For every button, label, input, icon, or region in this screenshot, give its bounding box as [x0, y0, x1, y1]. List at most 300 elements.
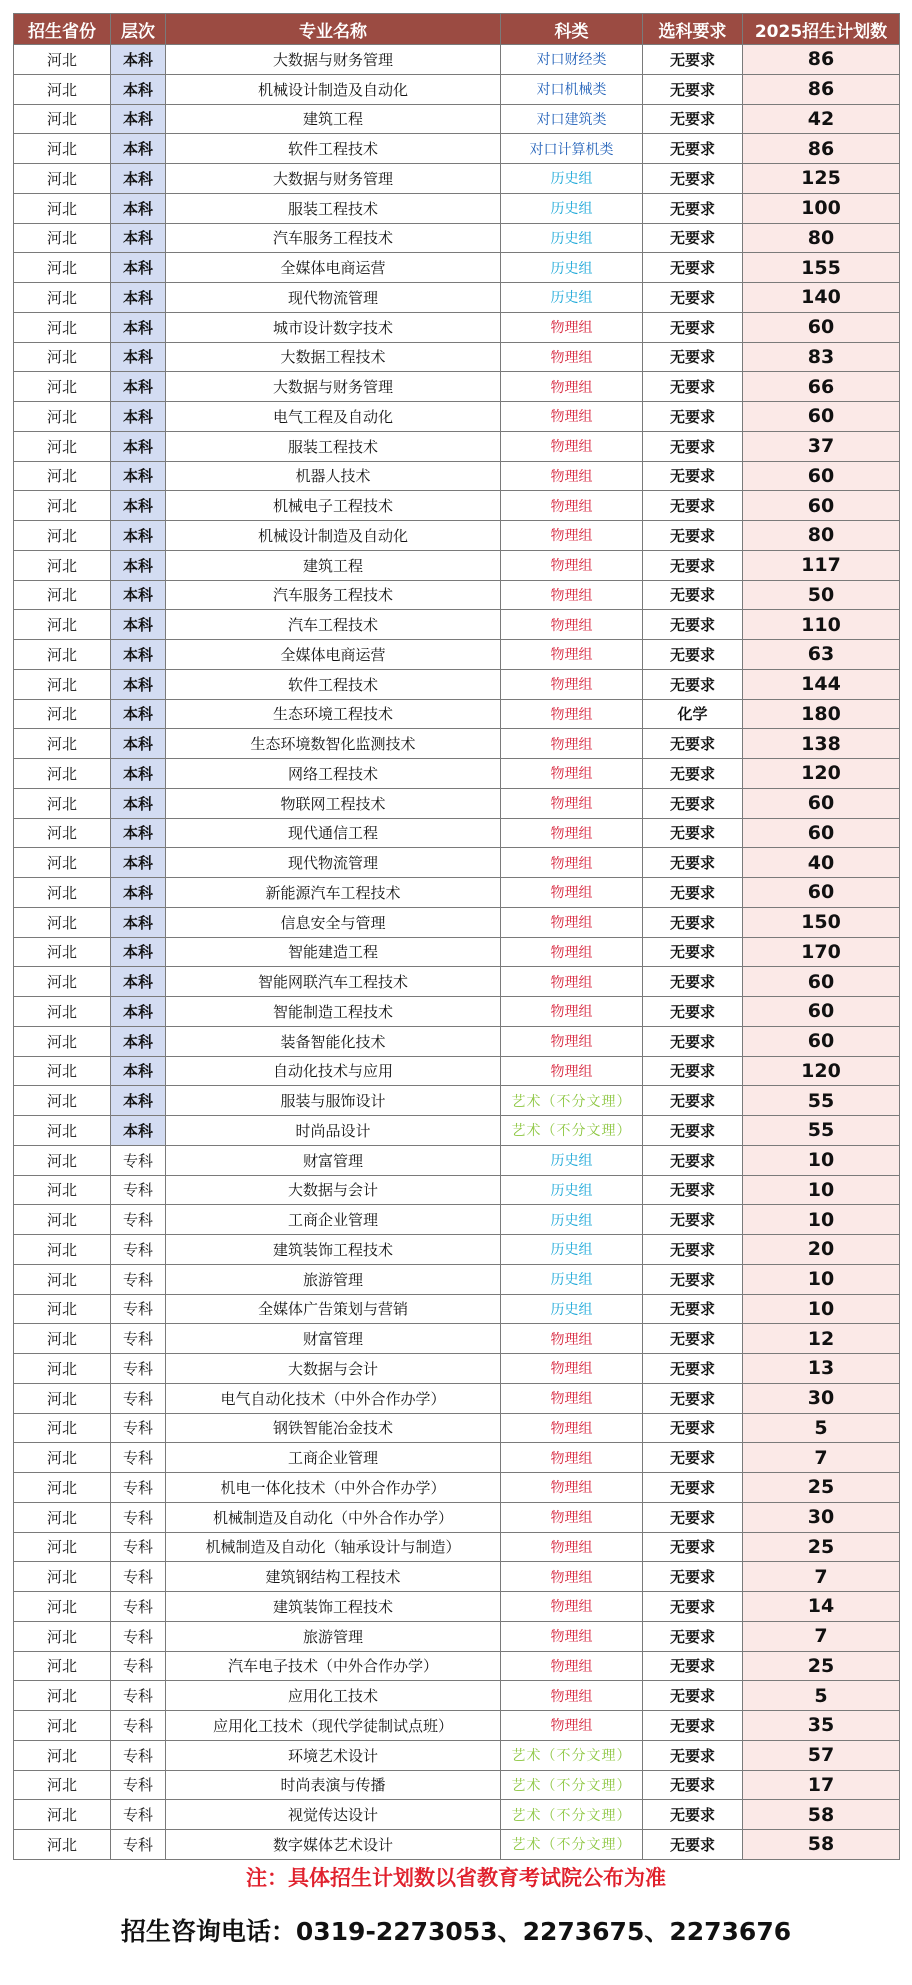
- requirement-cell: 无要求: [643, 1175, 743, 1205]
- major-cell: 旅游管理: [166, 1621, 501, 1651]
- level-cell: 本科: [111, 878, 166, 908]
- province-cell: 河北: [14, 1205, 111, 1235]
- category-cell: 物理组: [501, 788, 643, 818]
- category-cell: 历史组: [501, 164, 643, 194]
- category-cell: 物理组: [501, 610, 643, 640]
- major-cell: 机械设计制造及自动化: [166, 521, 501, 551]
- requirement-cell: 无要求: [643, 1294, 743, 1324]
- major-cell: 大数据与财务管理: [166, 372, 501, 402]
- major-cell: 生态环境工程技术: [166, 699, 501, 729]
- plan-count-cell: 50: [743, 580, 900, 610]
- major-cell: 全媒体电商运营: [166, 640, 501, 670]
- province-cell: 河北: [14, 640, 111, 670]
- requirement-cell: 无要求: [643, 848, 743, 878]
- category-cell: 物理组: [501, 461, 643, 491]
- requirement-cell: 无要求: [643, 74, 743, 104]
- level-cell: 专科: [111, 1651, 166, 1681]
- table-row: [14, 729, 900, 759]
- plan-count-cell: 10: [743, 1264, 900, 1294]
- table-row: [14, 134, 900, 164]
- table-row: [14, 997, 900, 1027]
- plan-count-cell: 10: [743, 1205, 900, 1235]
- major-cell: 服装与服饰设计: [166, 1086, 501, 1116]
- category-cell: 物理组: [501, 1651, 643, 1681]
- major-cell: 时尚表演与传播: [166, 1770, 501, 1800]
- level-cell: 本科: [111, 164, 166, 194]
- province-cell: 河北: [14, 1502, 111, 1532]
- requirement-cell: 无要求: [643, 134, 743, 164]
- requirement-cell: 无要求: [643, 1592, 743, 1622]
- plan-count-cell: 25: [743, 1532, 900, 1562]
- requirement-cell: 化学: [643, 699, 743, 729]
- requirement-cell: 无要求: [643, 1086, 743, 1116]
- province-cell: 河北: [14, 1651, 111, 1681]
- level-cell: 本科: [111, 967, 166, 997]
- level-cell: 本科: [111, 550, 166, 580]
- category-cell: 物理组: [501, 1532, 643, 1562]
- category-cell: 物理组: [501, 1354, 643, 1384]
- level-cell: 本科: [111, 104, 166, 134]
- plan-count-cell: 10: [743, 1145, 900, 1175]
- table-row: [14, 1175, 900, 1205]
- province-cell: 河北: [14, 104, 111, 134]
- category-cell: 物理组: [501, 759, 643, 789]
- requirement-cell: 无要求: [643, 1116, 743, 1146]
- category-cell: 对口建筑类: [501, 104, 643, 134]
- category-cell: 物理组: [501, 848, 643, 878]
- requirement-cell: 无要求: [643, 1413, 743, 1443]
- table-row: [14, 521, 900, 551]
- major-cell: 旅游管理: [166, 1264, 501, 1294]
- plan-count-cell: 25: [743, 1651, 900, 1681]
- requirement-cell: 无要求: [643, 759, 743, 789]
- level-cell: 本科: [111, 491, 166, 521]
- major-cell: 现代物流管理: [166, 848, 501, 878]
- requirement-cell: 无要求: [643, 1026, 743, 1056]
- requirement-cell: 无要求: [643, 1473, 743, 1503]
- major-cell: 汽车工程技术: [166, 610, 501, 640]
- province-cell: 河北: [14, 1592, 111, 1622]
- category-cell: 物理组: [501, 967, 643, 997]
- table-row: [14, 1711, 900, 1741]
- major-cell: 全媒体广告策划与营销: [166, 1294, 501, 1324]
- plan-count-cell: 55: [743, 1086, 900, 1116]
- province-cell: 河北: [14, 1175, 111, 1205]
- major-cell: 电气工程及自动化: [166, 402, 501, 432]
- plan-count-cell: 60: [743, 1026, 900, 1056]
- province-cell: 河北: [14, 1235, 111, 1265]
- plan-count-cell: 60: [743, 997, 900, 1027]
- level-cell: 本科: [111, 997, 166, 1027]
- requirement-cell: 无要求: [643, 312, 743, 342]
- category-cell: 物理组: [501, 1473, 643, 1503]
- category-cell: 物理组: [501, 491, 643, 521]
- level-cell: 本科: [111, 580, 166, 610]
- category-cell: 物理组: [501, 372, 643, 402]
- requirement-cell: 无要求: [643, 45, 743, 75]
- requirement-cell: 无要求: [643, 1354, 743, 1384]
- major-cell: 钢铁智能冶金技术: [166, 1413, 501, 1443]
- major-cell: 应用化工技术: [166, 1681, 501, 1711]
- plan-count-cell: 10: [743, 1294, 900, 1324]
- table-row: [14, 937, 900, 967]
- category-cell: 物理组: [501, 1383, 643, 1413]
- table-row: [14, 907, 900, 937]
- category-cell: 物理组: [501, 640, 643, 670]
- footer-note: 注：具体招生计划数以省教育考试院公布为准: [246, 1866, 666, 1890]
- major-cell: 智能网联汽车工程技术: [166, 967, 501, 997]
- table-row: [14, 253, 900, 283]
- requirement-cell: 无要求: [643, 1205, 743, 1235]
- level-cell: 专科: [111, 1145, 166, 1175]
- level-cell: 本科: [111, 729, 166, 759]
- level-cell: 专科: [111, 1294, 166, 1324]
- level-cell: 专科: [111, 1383, 166, 1413]
- requirement-cell: 无要求: [643, 937, 743, 967]
- category-cell: 物理组: [501, 521, 643, 551]
- table-row: [14, 74, 900, 104]
- plan-count-cell: 117: [743, 550, 900, 580]
- province-cell: 河北: [14, 1681, 111, 1711]
- requirement-cell: 无要求: [643, 372, 743, 402]
- requirement-cell: 无要求: [643, 1502, 743, 1532]
- province-cell: 河北: [14, 699, 111, 729]
- category-cell: 物理组: [501, 312, 643, 342]
- requirement-cell: 无要求: [643, 1800, 743, 1830]
- category-cell: 物理组: [501, 342, 643, 372]
- province-cell: 河北: [14, 521, 111, 551]
- level-cell: 专科: [111, 1830, 166, 1860]
- table-row: [14, 372, 900, 402]
- major-cell: 机电一体化技术（中外合作办学）: [166, 1473, 501, 1503]
- major-cell: 工商企业管理: [166, 1205, 501, 1235]
- plan-count-cell: 17: [743, 1770, 900, 1800]
- major-cell: 汽车电子技术（中外合作办学）: [166, 1651, 501, 1681]
- plan-count-cell: 13: [743, 1354, 900, 1384]
- plan-count-cell: 57: [743, 1740, 900, 1770]
- category-cell: 物理组: [501, 550, 643, 580]
- requirement-cell: 无要求: [643, 1235, 743, 1265]
- plan-count-cell: 12: [743, 1324, 900, 1354]
- plan-count-cell: 60: [743, 788, 900, 818]
- table-row: [14, 1145, 900, 1175]
- major-cell: 机械设计制造及自动化: [166, 74, 501, 104]
- requirement-cell: 无要求: [643, 580, 743, 610]
- table-row: [14, 1383, 900, 1413]
- plan-count-cell: 80: [743, 521, 900, 551]
- province-cell: 河北: [14, 1383, 111, 1413]
- major-cell: 应用化工技术（现代学徒制试点班）: [166, 1711, 501, 1741]
- level-cell: 本科: [111, 312, 166, 342]
- level-cell: 专科: [111, 1562, 166, 1592]
- major-cell: 电气自动化技术（中外合作办学）: [166, 1383, 501, 1413]
- major-cell: 工商企业管理: [166, 1443, 501, 1473]
- plan-count-cell: 40: [743, 848, 900, 878]
- table-row: [14, 461, 900, 491]
- requirement-cell: 无要求: [643, 491, 743, 521]
- table-body: [14, 45, 900, 1860]
- requirement-cell: 无要求: [643, 967, 743, 997]
- requirement-cell: 无要求: [643, 550, 743, 580]
- table-row: [14, 1116, 900, 1146]
- province-cell: 河北: [14, 1056, 111, 1086]
- requirement-cell: 无要求: [643, 521, 743, 551]
- requirement-cell: 无要求: [643, 788, 743, 818]
- level-cell: 专科: [111, 1681, 166, 1711]
- province-cell: 河北: [14, 1532, 111, 1562]
- province-cell: 河北: [14, 997, 111, 1027]
- province-cell: 河北: [14, 402, 111, 432]
- province-cell: 河北: [14, 967, 111, 997]
- major-cell: 全媒体电商运营: [166, 253, 501, 283]
- category-cell: 艺术（不分文理）: [501, 1086, 643, 1116]
- major-cell: 视觉传达设计: [166, 1800, 501, 1830]
- plan-count-cell: 60: [743, 491, 900, 521]
- table-row: [14, 104, 900, 134]
- province-cell: 河北: [14, 610, 111, 640]
- requirement-cell: 无要求: [643, 669, 743, 699]
- table-row: [14, 1264, 900, 1294]
- major-cell: 财富管理: [166, 1145, 501, 1175]
- requirement-cell: 无要求: [643, 1621, 743, 1651]
- level-cell: 专科: [111, 1235, 166, 1265]
- category-cell: 物理组: [501, 1502, 643, 1532]
- header-level: 层次: [111, 14, 166, 45]
- requirement-cell: 无要求: [643, 878, 743, 908]
- plan-count-cell: 83: [743, 342, 900, 372]
- major-cell: 生态环境数智化监测技术: [166, 729, 501, 759]
- province-cell: 河北: [14, 907, 111, 937]
- table-row: [14, 1086, 900, 1116]
- plan-count-cell: 140: [743, 283, 900, 313]
- level-cell: 本科: [111, 907, 166, 937]
- province-cell: 河北: [14, 1800, 111, 1830]
- table-row: [14, 610, 900, 640]
- category-cell: 历史组: [501, 1294, 643, 1324]
- table-row: [14, 818, 900, 848]
- level-cell: 专科: [111, 1770, 166, 1800]
- province-cell: 河北: [14, 1026, 111, 1056]
- category-cell: 艺术（不分文理）: [501, 1770, 643, 1800]
- level-cell: 本科: [111, 134, 166, 164]
- plan-count-cell: 5: [743, 1413, 900, 1443]
- major-cell: 建筑钢结构工程技术: [166, 1562, 501, 1592]
- province-cell: 河北: [14, 550, 111, 580]
- plan-count-cell: 7: [743, 1562, 900, 1592]
- table-row: [14, 1502, 900, 1532]
- plan-count-cell: 144: [743, 669, 900, 699]
- category-cell: 物理组: [501, 729, 643, 759]
- requirement-cell: 无要求: [643, 164, 743, 194]
- level-cell: 本科: [111, 45, 166, 75]
- major-cell: 大数据与会计: [166, 1175, 501, 1205]
- level-cell: 本科: [111, 818, 166, 848]
- major-cell: 装备智能化技术: [166, 1026, 501, 1056]
- plan-count-cell: 60: [743, 878, 900, 908]
- table-row: [14, 431, 900, 461]
- level-cell: 本科: [111, 788, 166, 818]
- level-cell: 本科: [111, 342, 166, 372]
- header-category: 科类: [501, 14, 643, 45]
- plan-count-cell: 86: [743, 74, 900, 104]
- table-row: [14, 788, 900, 818]
- level-cell: 专科: [111, 1443, 166, 1473]
- province-cell: 河北: [14, 193, 111, 223]
- table-row: [14, 699, 900, 729]
- category-cell: 对口机械类: [501, 74, 643, 104]
- plan-count-cell: 120: [743, 759, 900, 789]
- table-row: [14, 402, 900, 432]
- category-cell: 物理组: [501, 1443, 643, 1473]
- requirement-cell: 无要求: [643, 1651, 743, 1681]
- major-cell: 网络工程技术: [166, 759, 501, 789]
- category-cell: 物理组: [501, 1711, 643, 1741]
- major-cell: 智能建造工程: [166, 937, 501, 967]
- level-cell: 本科: [111, 372, 166, 402]
- table-row: [14, 491, 900, 521]
- category-cell: 历史组: [501, 1235, 643, 1265]
- category-cell: 历史组: [501, 1205, 643, 1235]
- category-cell: 物理组: [501, 907, 643, 937]
- plan-count-cell: 58: [743, 1830, 900, 1860]
- table-row: [14, 1294, 900, 1324]
- table-row: [14, 1800, 900, 1830]
- category-cell: 历史组: [501, 1264, 643, 1294]
- plan-count-cell: 125: [743, 164, 900, 194]
- plan-count-cell: 10: [743, 1175, 900, 1205]
- plan-count-cell: 60: [743, 461, 900, 491]
- category-cell: 艺术（不分文理）: [501, 1830, 643, 1860]
- level-cell: 专科: [111, 1502, 166, 1532]
- level-cell: 专科: [111, 1800, 166, 1830]
- requirement-cell: 无要求: [643, 1443, 743, 1473]
- major-cell: 建筑工程: [166, 550, 501, 580]
- level-cell: 专科: [111, 1473, 166, 1503]
- level-cell: 专科: [111, 1621, 166, 1651]
- province-cell: 河北: [14, 74, 111, 104]
- table-row: [14, 312, 900, 342]
- plan-count-cell: 150: [743, 907, 900, 937]
- header-plan-count: 2025招生计划数: [743, 14, 900, 45]
- table-row: [14, 1354, 900, 1384]
- province-cell: 河北: [14, 164, 111, 194]
- province-cell: 河北: [14, 759, 111, 789]
- level-cell: 本科: [111, 193, 166, 223]
- plan-count-cell: 37: [743, 431, 900, 461]
- category-cell: 艺术（不分文理）: [501, 1116, 643, 1146]
- table-row: [14, 223, 900, 253]
- category-cell: 物理组: [501, 431, 643, 461]
- level-cell: 本科: [111, 1086, 166, 1116]
- major-cell: 建筑装饰工程技术: [166, 1235, 501, 1265]
- table-row: [14, 1413, 900, 1443]
- level-cell: 本科: [111, 610, 166, 640]
- plan-count-cell: 20: [743, 1235, 900, 1265]
- table-row: [14, 1651, 900, 1681]
- major-cell: 物联网工程技术: [166, 788, 501, 818]
- plan-count-cell: 170: [743, 937, 900, 967]
- level-cell: 本科: [111, 1026, 166, 1056]
- requirement-cell: 无要求: [643, 253, 743, 283]
- province-cell: 河北: [14, 878, 111, 908]
- table-row: [14, 967, 900, 997]
- category-cell: 物理组: [501, 878, 643, 908]
- plan-count-cell: 60: [743, 402, 900, 432]
- table-row: [14, 1473, 900, 1503]
- table-row: [14, 1770, 900, 1800]
- table-row: [14, 1443, 900, 1473]
- requirement-cell: 无要求: [643, 907, 743, 937]
- major-cell: 自动化技术与应用: [166, 1056, 501, 1086]
- level-cell: 本科: [111, 640, 166, 670]
- requirement-cell: 无要求: [643, 997, 743, 1027]
- category-cell: 物理组: [501, 1413, 643, 1443]
- major-cell: 城市设计数字技术: [166, 312, 501, 342]
- table-header-row: [14, 14, 900, 45]
- major-cell: 信息安全与管理: [166, 907, 501, 937]
- table-row: [14, 878, 900, 908]
- table-row: [14, 1562, 900, 1592]
- table-row: [14, 1056, 900, 1086]
- major-cell: 数字媒体艺术设计: [166, 1830, 501, 1860]
- category-cell: 物理组: [501, 1562, 643, 1592]
- province-cell: 河北: [14, 223, 111, 253]
- level-cell: 本科: [111, 848, 166, 878]
- category-cell: 对口计算机类: [501, 134, 643, 164]
- requirement-cell: 无要求: [643, 461, 743, 491]
- level-cell: 专科: [111, 1354, 166, 1384]
- province-cell: 河北: [14, 1443, 111, 1473]
- province-cell: 河北: [14, 1086, 111, 1116]
- province-cell: 河北: [14, 1145, 111, 1175]
- plan-count-cell: 60: [743, 312, 900, 342]
- level-cell: 本科: [111, 699, 166, 729]
- requirement-cell: 无要求: [643, 1830, 743, 1860]
- admission-plan-table: [13, 13, 900, 1860]
- requirement-cell: 无要求: [643, 1145, 743, 1175]
- province-cell: 河北: [14, 1413, 111, 1443]
- level-cell: 本科: [111, 74, 166, 104]
- major-cell: 建筑工程: [166, 104, 501, 134]
- table-row: [14, 45, 900, 75]
- major-cell: 软件工程技术: [166, 669, 501, 699]
- level-cell: 本科: [111, 1056, 166, 1086]
- province-cell: 河北: [14, 788, 111, 818]
- level-cell: 本科: [111, 253, 166, 283]
- header-province: 招生省份: [14, 14, 111, 45]
- major-cell: 时尚品设计: [166, 1116, 501, 1146]
- admission-plan-table-container: [13, 13, 899, 1860]
- table-row: [14, 669, 900, 699]
- table-row: [14, 283, 900, 313]
- level-cell: 本科: [111, 283, 166, 313]
- category-cell: 物理组: [501, 1324, 643, 1354]
- province-cell: 河北: [14, 1116, 111, 1146]
- province-cell: 河北: [14, 729, 111, 759]
- table-row: [14, 1026, 900, 1056]
- province-cell: 河北: [14, 1562, 111, 1592]
- major-cell: 环境艺术设计: [166, 1740, 501, 1770]
- table-row: [14, 1235, 900, 1265]
- table-row: [14, 580, 900, 610]
- requirement-cell: 无要求: [643, 104, 743, 134]
- plan-count-cell: 110: [743, 610, 900, 640]
- plan-count-cell: 120: [743, 1056, 900, 1086]
- province-cell: 河北: [14, 342, 111, 372]
- plan-count-cell: 58: [743, 1800, 900, 1830]
- major-cell: 汽车服务工程技术: [166, 580, 501, 610]
- requirement-cell: 无要求: [643, 193, 743, 223]
